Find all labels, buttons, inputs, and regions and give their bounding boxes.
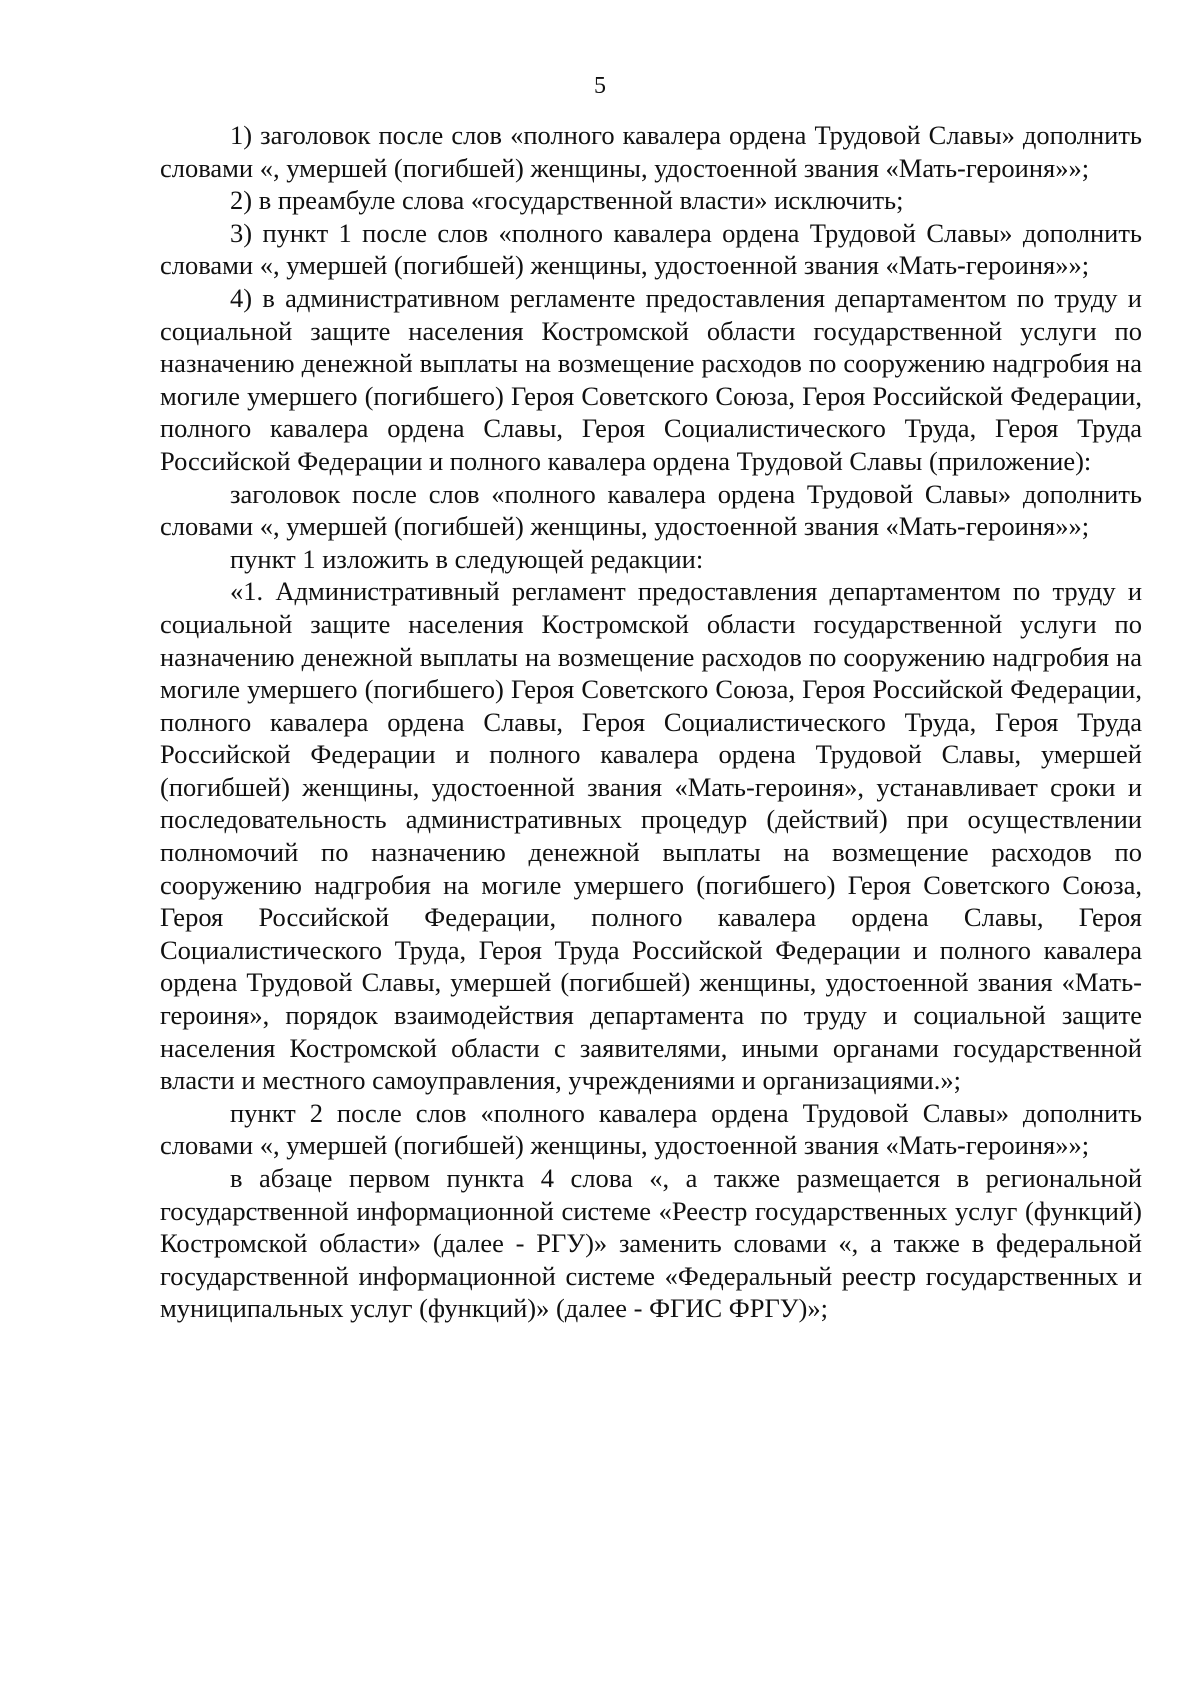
paragraph-item-2: 2) в преамбуле слова «государственной власти» исключить; xyxy=(230,185,904,216)
paragraph-item-3: 3) пункт 1 после слов «полного кавалера ордена Трудовой Славы» дополнить словами «, умершей (погибшей) женщины, удостоенной звания «Мать-героиня»»; xyxy=(160,217,1142,281)
document-body xyxy=(160,119,1142,1325)
paragraph-item-1: 1) заголовок после слов «полного кавалера ордена Трудовой Славы» дополнить словами «, умершей (погибшей) женщины, удостоенной звания «Мать-героиня»»; xyxy=(160,120,1142,183)
page-number: 5 xyxy=(594,73,606,99)
paragraph-point-1-intro: пункт 1 изложить в следующей редакции: xyxy=(230,543,704,574)
paragraph-heading-amendment: заголовок после слов «полного кавалера ордена Трудовой Славы» дополнить словами «, умершей (погибшей) женщины, удостоенной звания «Мать-героиня»»; xyxy=(160,478,1142,542)
paragraph-item-4: 4) в административном регламенте предоставления департаментом по труду и социальной защите населения Костромской области государственной услуги по назначению денежной выплаты на возмещение расходов по сооружению надгробия на могиле умершего (погибшего) Героя Советского Союза, Героя Российской Федерации, полного кавалера ордена Славы, Героя Социалистического Труда, Героя Труда Российской Федерации и полного кавалера ордена Трудовой Славы (приложение): xyxy=(160,282,1142,476)
paragraph-point-1-text: «1. Административный регламент предоставления департаментом по труду и социальной защите населения Костромской области государственной услуги по назначению денежной выплаты на возмещение расходов по сооружению надгробия на могиле умершего (погибшего) Героя Советского Союза, Героя Российской Федерации, полного кавалера ордена Славы, Героя Социалистического Труда, Героя Труда Российской Федерации и полного кавалера ордена Трудовой Славы, умершей (погибшей) женщины, удостоенной звания «Мать-героиня», устанавливает сроки и последовательность административных процедур (действий) при осуществлении полномочий по назначению денежной выплаты на возмещение расходов по сооружению надгробия на могиле умершего (погибшего) Героя Советского Союза, Героя Российской Федерации, полного кавалера ордена Славы, Героя Социалистического Труда, Героя Труда Российской Федерации и полного кавалера ордена Трудовой Славы, умершей (погибшей) женщины, удостоенной звания «Мать-героиня», порядок взаимодействия департамента по труду и социальной защите населения Костромской области с заявителями, иными органами государственной власти и местного самоуправления, учреждениями и организациями.»; xyxy=(160,576,1142,1096)
paragraph-point-4-amendment: в абзаце первом пункта 4 слова «, а также размещается в региональной государственной информационной системе «Реестр государственных услуг (функций) Костромской области» (далее - РГУ)» заменить словами «, а также в федеральной государственной информационной системе «Федеральный реестр государственных и муниципальных услуг (функций)» (далее - ФГИС ФРГУ)»; xyxy=(160,1163,1142,1324)
paragraph-point-2-amendment: пункт 2 после слов «полного кавалера ордена Трудовой Славы» дополнить словами «, умершей (погибшей) женщины, удостоенной звания «Мать-героиня»»; xyxy=(160,1097,1142,1161)
